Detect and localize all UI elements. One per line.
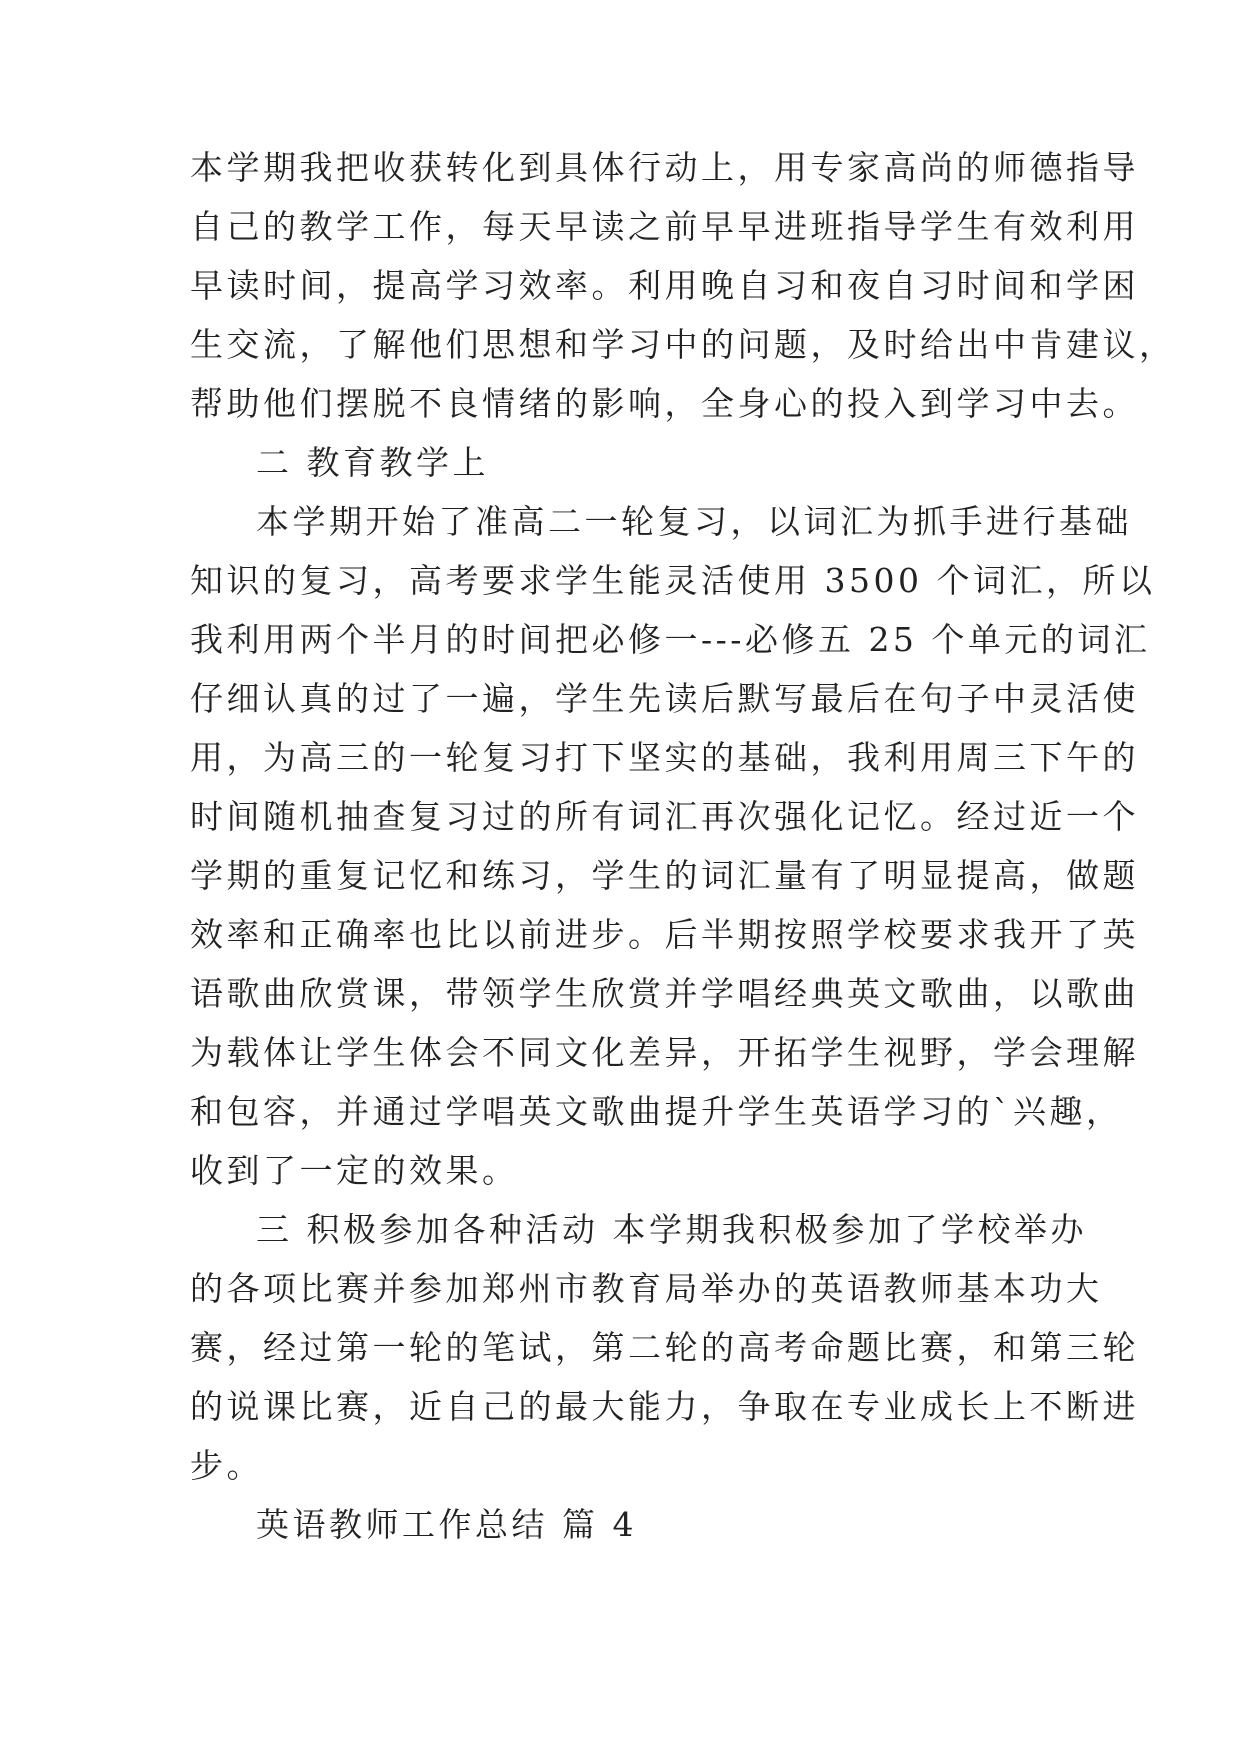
paragraph-line: 语歌曲欣赏课，带领学生欣赏并学唱经典英文歌曲，以歌曲: [190, 974, 1139, 1013]
section-heading: 三 积极参加各种活动 本学期我积极参加了学校举办: [256, 1210, 1087, 1249]
paragraph-line: 为载体让学生体会不同文化差异，开拓学生视野，学会理解: [190, 1033, 1139, 1072]
paragraph-line: 本学期我把收获转化到具体行动上，用专家高尚的师德指导: [190, 148, 1139, 187]
paragraph-line: 的各项比赛并参加郑州市教育局举办的英语教师基本功大: [190, 1269, 1103, 1308]
paragraph-line: 知识的复习，高考要求学生能灵活使用 3500 个词汇，所以: [190, 561, 1156, 600]
paragraph-line: 的说课比赛，近自己的最大能力，争取在专业成长上不断进: [190, 1387, 1139, 1426]
paragraph-line: 帮助他们摆脱不良情绪的影响，全身心的投入到学习中去。: [190, 384, 1139, 423]
paragraph-line: 用，为高三的一轮复习打下坚实的基础，我利用周三下午的: [190, 738, 1139, 777]
section-heading: 二 教育教学上: [256, 443, 489, 482]
paragraph-line: 赛，经过第一轮的笔试，第二轮的高考命题比赛，和第三轮: [190, 1328, 1139, 1367]
paragraph-line: 和包容，并通过学唱英文歌曲提升学生英语学习的`兴趣，: [190, 1092, 1123, 1131]
paragraph-line: 本学期开始了准高二一轮复习，以词汇为抓手进行基础: [256, 502, 1132, 541]
paragraph-line: 自己的教学工作，每天早读之前早早进班指导学生有效利用: [190, 207, 1139, 246]
paragraph-line: 时间随机抽查复习过的所有词汇再次强化记忆。经过近一个: [190, 797, 1139, 836]
paragraph-line: 收到了一定的效果。: [190, 1151, 519, 1190]
paragraph-line: 生交流，了解他们思想和学习中的问题，及时给出中肯建议，: [190, 325, 1176, 364]
article-title: 英语教师工作总结 篇 4: [256, 1505, 637, 1544]
paragraph-line: 早读时间，提高学习效率。利用晚自习和夜自习时间和学困: [190, 266, 1139, 305]
paragraph-line: 学期的重复记忆和练习，学生的词汇量有了明显提高，做题: [190, 856, 1139, 895]
paragraph-line: 仔细认真的过了一遍，学生先读后默写最后在句子中灵活使: [190, 679, 1139, 718]
paragraph-line: 我利用两个半月的时间把必修一---必修五 25 个单元的词汇: [190, 620, 1151, 659]
paragraph-line: 步。: [190, 1446, 263, 1485]
paragraph-line: 效率和正确率也比以前进步。后半期按照学校要求我开了英: [190, 915, 1139, 954]
